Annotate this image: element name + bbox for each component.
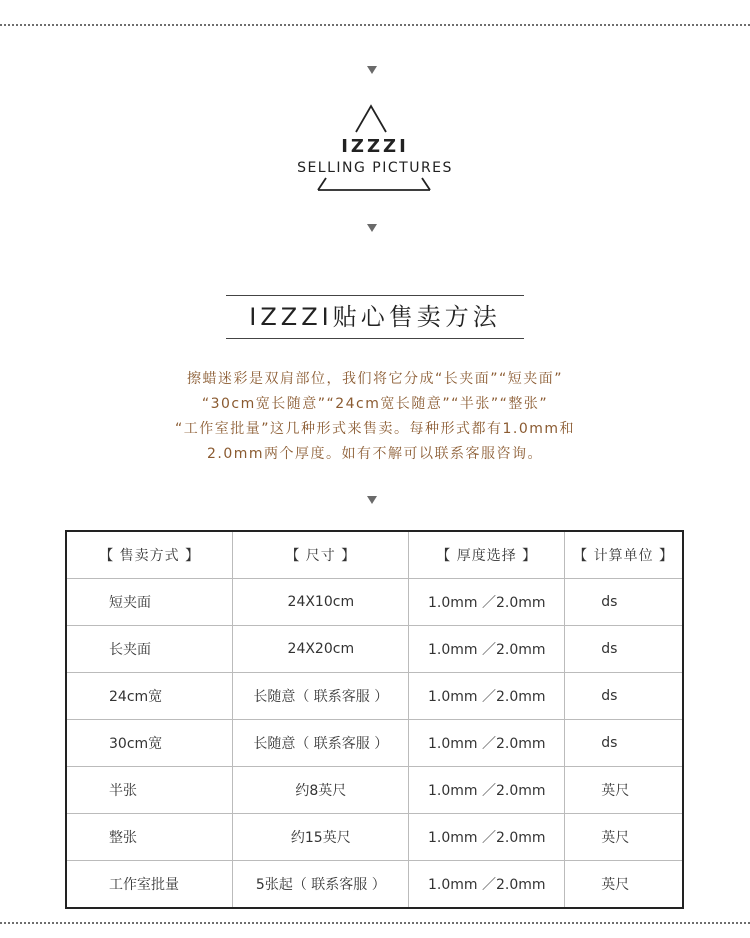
cell-thickness: 1.0mm ／2.0mm xyxy=(409,861,565,909)
cell-size: 24X10cm xyxy=(233,579,409,626)
cell-unit: 英尺 xyxy=(565,767,683,814)
sales-method-table xyxy=(65,530,684,909)
cell-thickness: 1.0mm ／2.0mm xyxy=(409,814,565,861)
cell-unit: ds xyxy=(565,626,683,673)
cell-size: 约15英尺 xyxy=(233,814,409,861)
down-triangle-icon xyxy=(367,224,377,232)
top-dotted-divider xyxy=(0,24,750,26)
table-row xyxy=(66,720,683,767)
table-row xyxy=(66,579,683,626)
cell-thickness: 1.0mm ／2.0mm xyxy=(409,767,565,814)
header-thickness: 【 厚度选择 】 xyxy=(409,531,565,579)
header-sales-method: 【 售卖方式 】 xyxy=(66,531,233,579)
cell-size: 长随意（ 联系客服 ） xyxy=(233,720,409,767)
cell-name: 24cm宽 xyxy=(66,673,233,720)
table-row xyxy=(66,814,683,861)
intro-paragraph xyxy=(100,367,650,467)
cell-name: 短夹面 xyxy=(66,579,233,626)
table-row xyxy=(66,673,683,720)
table-row xyxy=(66,626,683,673)
header-size: 【 尺寸 】 xyxy=(233,531,409,579)
table-row xyxy=(66,767,683,814)
intro-line: 擦蜡迷彩是双肩部位，我们将它分成“长夹面”“短夹面” xyxy=(186,371,563,387)
cell-name: 整张 xyxy=(66,814,233,861)
table-header-row xyxy=(66,531,683,579)
down-triangle-icon xyxy=(367,496,377,504)
cell-name: 长夹面 xyxy=(66,626,233,673)
header-unit: 【 计算单位 】 xyxy=(565,531,683,579)
cell-thickness: 1.0mm ／2.0mm xyxy=(409,626,565,673)
intro-line: 2.0mm两个厚度。如有不解可以联系客服咨询。 xyxy=(206,446,544,462)
down-triangle-icon xyxy=(367,66,377,74)
section-heading: IZZZI贴心售卖方法 xyxy=(226,295,524,339)
cell-thickness: 1.0mm ／2.0mm xyxy=(409,673,565,720)
cell-size: 24X20cm xyxy=(233,626,409,673)
cell-size: 5张起（ 联系客服 ） xyxy=(233,861,409,909)
cell-size: 长随意（ 联系客服 ） xyxy=(233,673,409,720)
logo-subtitle: SELLING PICTURES xyxy=(297,160,453,176)
cell-thickness: 1.0mm ／2.0mm xyxy=(409,720,565,767)
cell-unit: 英尺 xyxy=(565,814,683,861)
bottom-dotted-divider xyxy=(0,922,750,924)
cell-unit: ds xyxy=(565,673,683,720)
cell-unit: ds xyxy=(565,720,683,767)
cell-thickness: 1.0mm ／2.0mm xyxy=(409,579,565,626)
brand-logo xyxy=(270,104,480,194)
cell-size: 约8英尺 xyxy=(233,767,409,814)
logo-name: IZZZI xyxy=(341,136,409,157)
cell-name: 30cm宽 xyxy=(66,720,233,767)
cell-unit: ds xyxy=(565,579,683,626)
intro-line: “工作室批量”这几种形式来售卖。每种形式都有1.0mm和 xyxy=(174,421,576,437)
cell-name: 工作室批量 xyxy=(66,861,233,909)
table-row xyxy=(66,861,683,909)
intro-line: “30cm宽长随意”“24cm宽长随意”“半张”“整张” xyxy=(201,396,549,412)
cell-name: 半张 xyxy=(66,767,233,814)
cell-unit: 英尺 xyxy=(565,861,683,909)
